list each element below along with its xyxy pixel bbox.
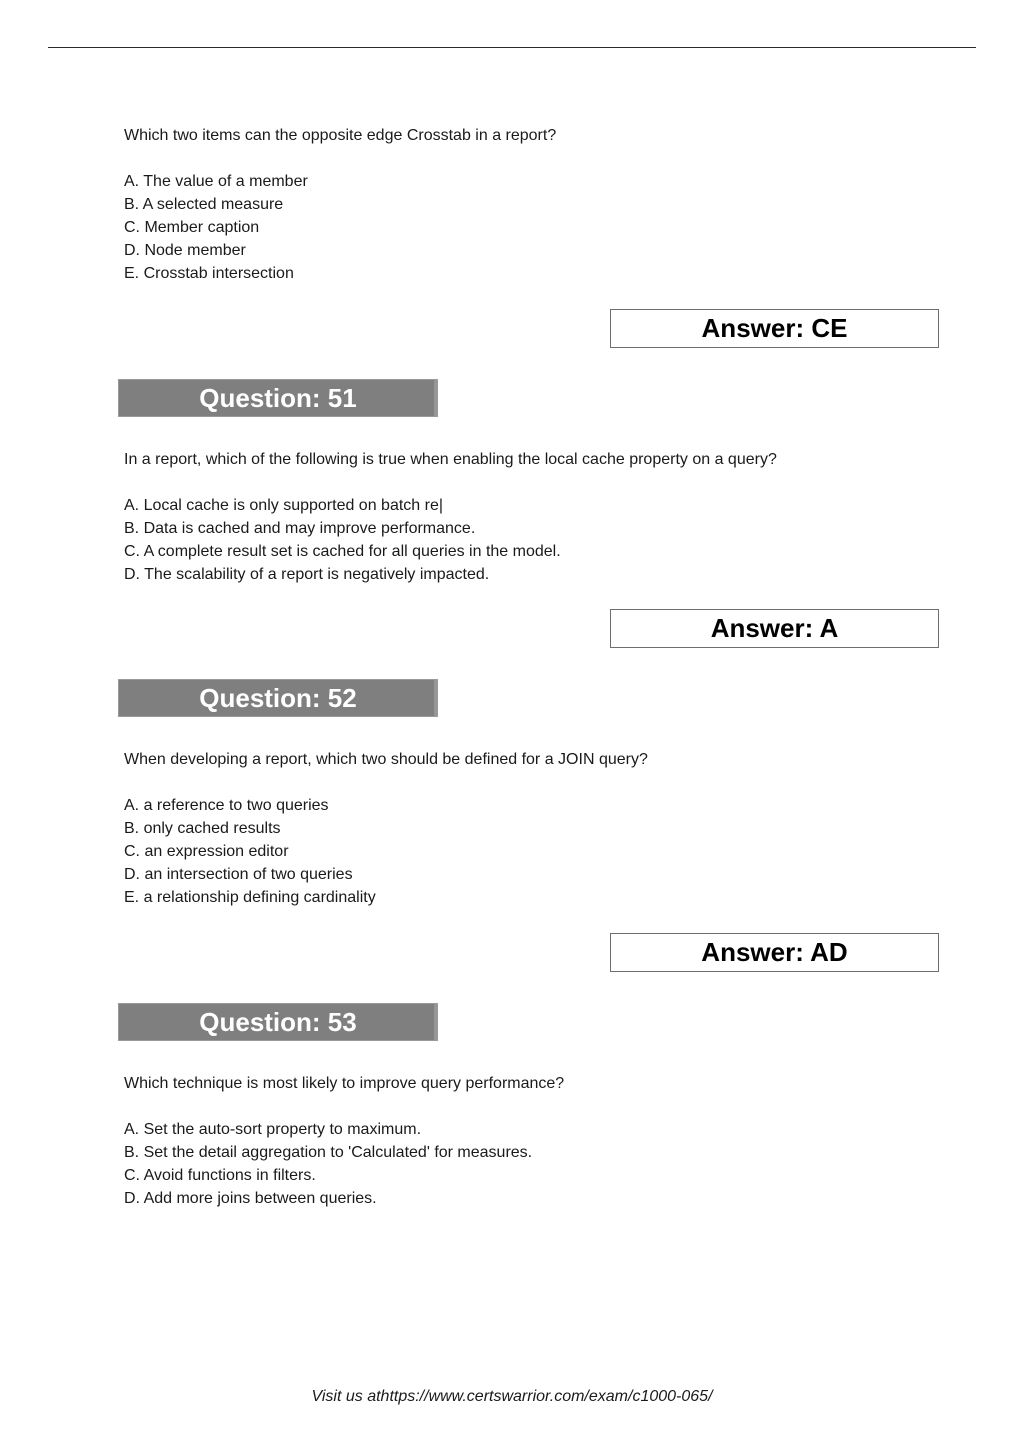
option-a: A. Set the auto-sort property to maximum. [124, 1121, 422, 1138]
answer-51-box: Answer: A [610, 609, 939, 648]
question-53-prompt: Which technique is most likely to improve query performance? [124, 1075, 565, 1092]
option-a: A. The value of a member [124, 173, 308, 190]
option-b: B. A selected measure [124, 196, 284, 213]
option-d: D. Node member [124, 242, 246, 259]
option-c: C. A complete result set is cached for all queries in the model. [124, 543, 561, 560]
question-51-header: Question: 51 [118, 379, 438, 417]
answer-50-box: Answer: CE [610, 309, 939, 348]
question-50-options [124, 170, 308, 285]
question-52-prompt: When developing a report, which two should be defined for a JOIN query? [124, 751, 648, 768]
question-52-header: Question: 52 [118, 679, 438, 717]
option-b: B. only cached results [124, 820, 281, 837]
question-51-options [124, 494, 561, 586]
option-e: E. a relationship defining cardinality [124, 889, 376, 906]
option-c: C. Member caption [124, 219, 260, 236]
option-c: C. Avoid functions in filters. [124, 1167, 316, 1184]
footer-link[interactable]: Visit us athttps://www.certswarrior.com/exam/c1000-065/ [311, 1388, 713, 1405]
question-51-prompt: In a report, which of the following is true when enabling the local cache property on a query? [124, 451, 777, 468]
option-d: D. an intersection of two queries [124, 866, 353, 883]
question-50-prompt: Which two items can the opposite edge Crosstab in a report? [124, 127, 557, 144]
question-53-header: Question: 53 [118, 1003, 438, 1041]
header-rule [48, 47, 976, 48]
option-b: B. Set the detail aggregation to 'Calculated' for measures. [124, 1144, 533, 1161]
question-52-options [124, 794, 376, 909]
option-b: B. Data is cached and may improve performance. [124, 520, 476, 537]
option-e: E. Crosstab intersection [124, 265, 294, 282]
option-a: A. a reference to two queries [124, 797, 329, 814]
option-c: C. an expression editor [124, 843, 289, 860]
answer-52-box: Answer: AD [610, 933, 939, 972]
option-a: A. Local cache is only supported on batch re| [124, 497, 444, 514]
question-53-options [124, 1118, 532, 1210]
option-d: D. Add more joins between queries. [124, 1190, 377, 1207]
option-d: D. The scalability of a report is negatively impacted. [124, 566, 490, 583]
